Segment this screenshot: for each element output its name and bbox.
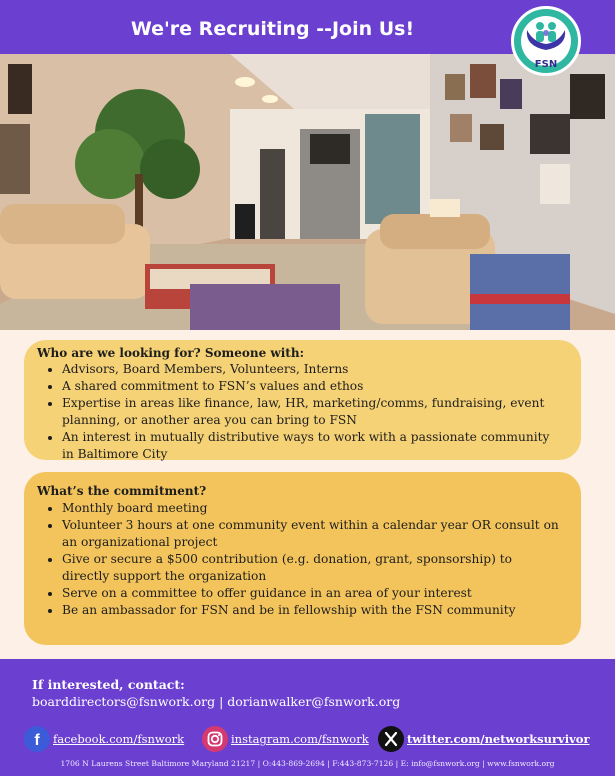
twitter-link[interactable]: [378, 726, 590, 752]
page-title: We're Recruiting --Join Us!: [130, 18, 415, 40]
commitment-list: [44, 500, 563, 619]
commitment-heading: What’s the commitment?: [37, 484, 207, 498]
looking-for-list: [44, 361, 563, 463]
list-item: • An interest in mutually distributive ways to work with a passionate community in Baltimore City: [62, 429, 563, 463]
list-item: • Give or secure a $500 contribution (e.g. donation, grant, sponsorship) to directly support the organization: [62, 551, 563, 585]
footer-contact: [0, 659, 615, 776]
list-item: • Expertise in areas like finance, law, HR, marketing/comms, fundraising, event planning, or another area you can bring to FSN: [62, 395, 563, 429]
address-line: 1706 N Laurens Street Baltimore Maryland 21217 | O:443-869-2694 | F:443-873-7126 | E: info@fsnwork.org | www.fsnwork.org: [60, 759, 555, 768]
instagram-link-text[interactable]: instagram.com/fsnwork: [231, 732, 369, 746]
living-room-photo: [0, 54, 615, 330]
facebook-icon[interactable]: [24, 726, 50, 752]
list-item: • Be an ambassador for FSN and be in fellowship with the FSN community: [62, 602, 563, 619]
contact-heading: If interested, contact:: [32, 677, 185, 692]
instagram-link[interactable]: [202, 726, 369, 752]
twitter-link-text[interactable]: twitter.com/networksurvivor: [407, 732, 590, 746]
facebook-link[interactable]: [24, 726, 184, 752]
logo-background: [521, 16, 571, 70]
list-item: • Serve on a committee to offer guidance in an area of your interest: [62, 585, 563, 602]
logo-text: FSN: [534, 59, 558, 70]
contact-emails[interactable]: boarddirectors@fsnwork.org | dorianwalker@fsnwork.org: [32, 694, 401, 709]
list-item: • Advisors, Board Members, Volunteers, Interns: [62, 361, 563, 378]
x-twitter-icon[interactable]: [378, 726, 404, 752]
instagram-icon[interactable]: [202, 726, 228, 752]
list-item: • Monthly board meeting: [62, 500, 563, 517]
commitment-section: [24, 472, 581, 645]
fsn-logo: [511, 6, 581, 76]
facebook-link-text[interactable]: facebook.com/fsnwork: [53, 732, 185, 746]
hands-family-logo-icon: [521, 16, 571, 56]
looking-for-heading: Who are we looking for? Someone with:: [37, 346, 304, 360]
list-item: • Volunteer 3 hours at one community event within a calendar year OR consult on an organizational project: [62, 517, 563, 551]
svg-text:f: f: [34, 732, 40, 749]
list-item: • A shared commitment to FSN’s values and ethos: [62, 378, 563, 395]
photo-illustration: [0, 54, 615, 330]
looking-for-section: [24, 340, 581, 460]
